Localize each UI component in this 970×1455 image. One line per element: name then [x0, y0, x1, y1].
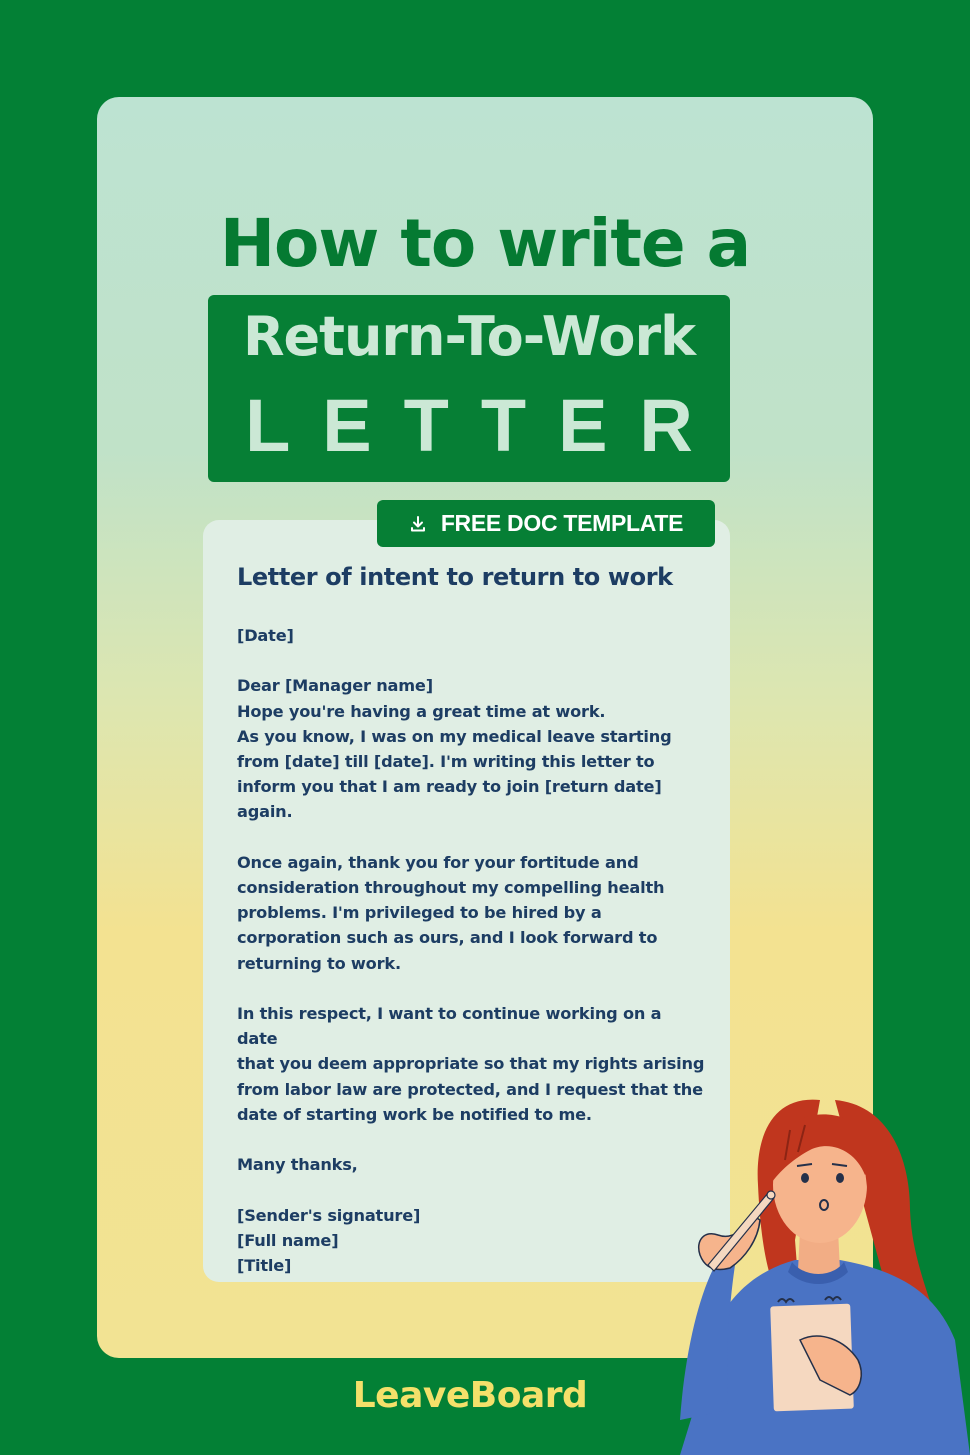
letter-line: corporation such as ours, and I look forward to	[237, 928, 658, 948]
title-box	[208, 295, 730, 482]
heading-line-1: How to write a	[219, 205, 751, 282]
letter-title: Letter of intent to return to work	[237, 563, 673, 591]
letter-line: from labor law are protected, and I request that the	[237, 1079, 703, 1099]
letter-salutation: Dear [Manager name]	[237, 676, 433, 696]
badge-label: FREE DOC TEMPLATE	[440, 510, 684, 536]
letter-line: problems. I'm privileged to be hired by a	[237, 903, 602, 923]
letter-line: inform you that I am ready to join [return date]	[237, 777, 662, 797]
title-line: [Title]	[237, 1256, 292, 1275]
letter-body	[237, 623, 707, 1278]
free-template-button[interactable]	[377, 500, 715, 547]
download-icon	[409, 515, 427, 533]
letter-line: that you deem appropriate so that my rights arising	[237, 1054, 705, 1074]
letter-line: date of starting work be notified to me.	[237, 1104, 592, 1124]
letter-line: returning to work.	[237, 953, 401, 973]
letter-line: consideration throughout my compelling health	[237, 878, 665, 897]
letter-line: In this respect, I want to continue working on a date	[237, 1004, 662, 1049]
letter-line: from [date] till [date]. I'm writing this letter to	[237, 752, 655, 771]
letter-line: Hope you're having a great time at work.	[237, 701, 606, 721]
letter-line: As you know, I was on my medical leave starting	[237, 726, 672, 746]
letter-closing: Many thanks,	[237, 1155, 358, 1175]
letter-line: Once again, thank you for your fortitude and	[237, 852, 639, 872]
heading-line-3: LETTER	[245, 384, 725, 467]
letter-line: again.	[237, 802, 293, 822]
heading-line-2: Return-To-Work	[242, 305, 696, 368]
letter-date: [Date]	[237, 626, 294, 645]
woman-with-notepad-illustration	[660, 1090, 970, 1455]
brand-logo: LeaveBoard	[352, 1375, 588, 1416]
full-name-line: [Full name]	[237, 1230, 339, 1250]
signature-line: [Sender's signature]	[237, 1205, 421, 1225]
